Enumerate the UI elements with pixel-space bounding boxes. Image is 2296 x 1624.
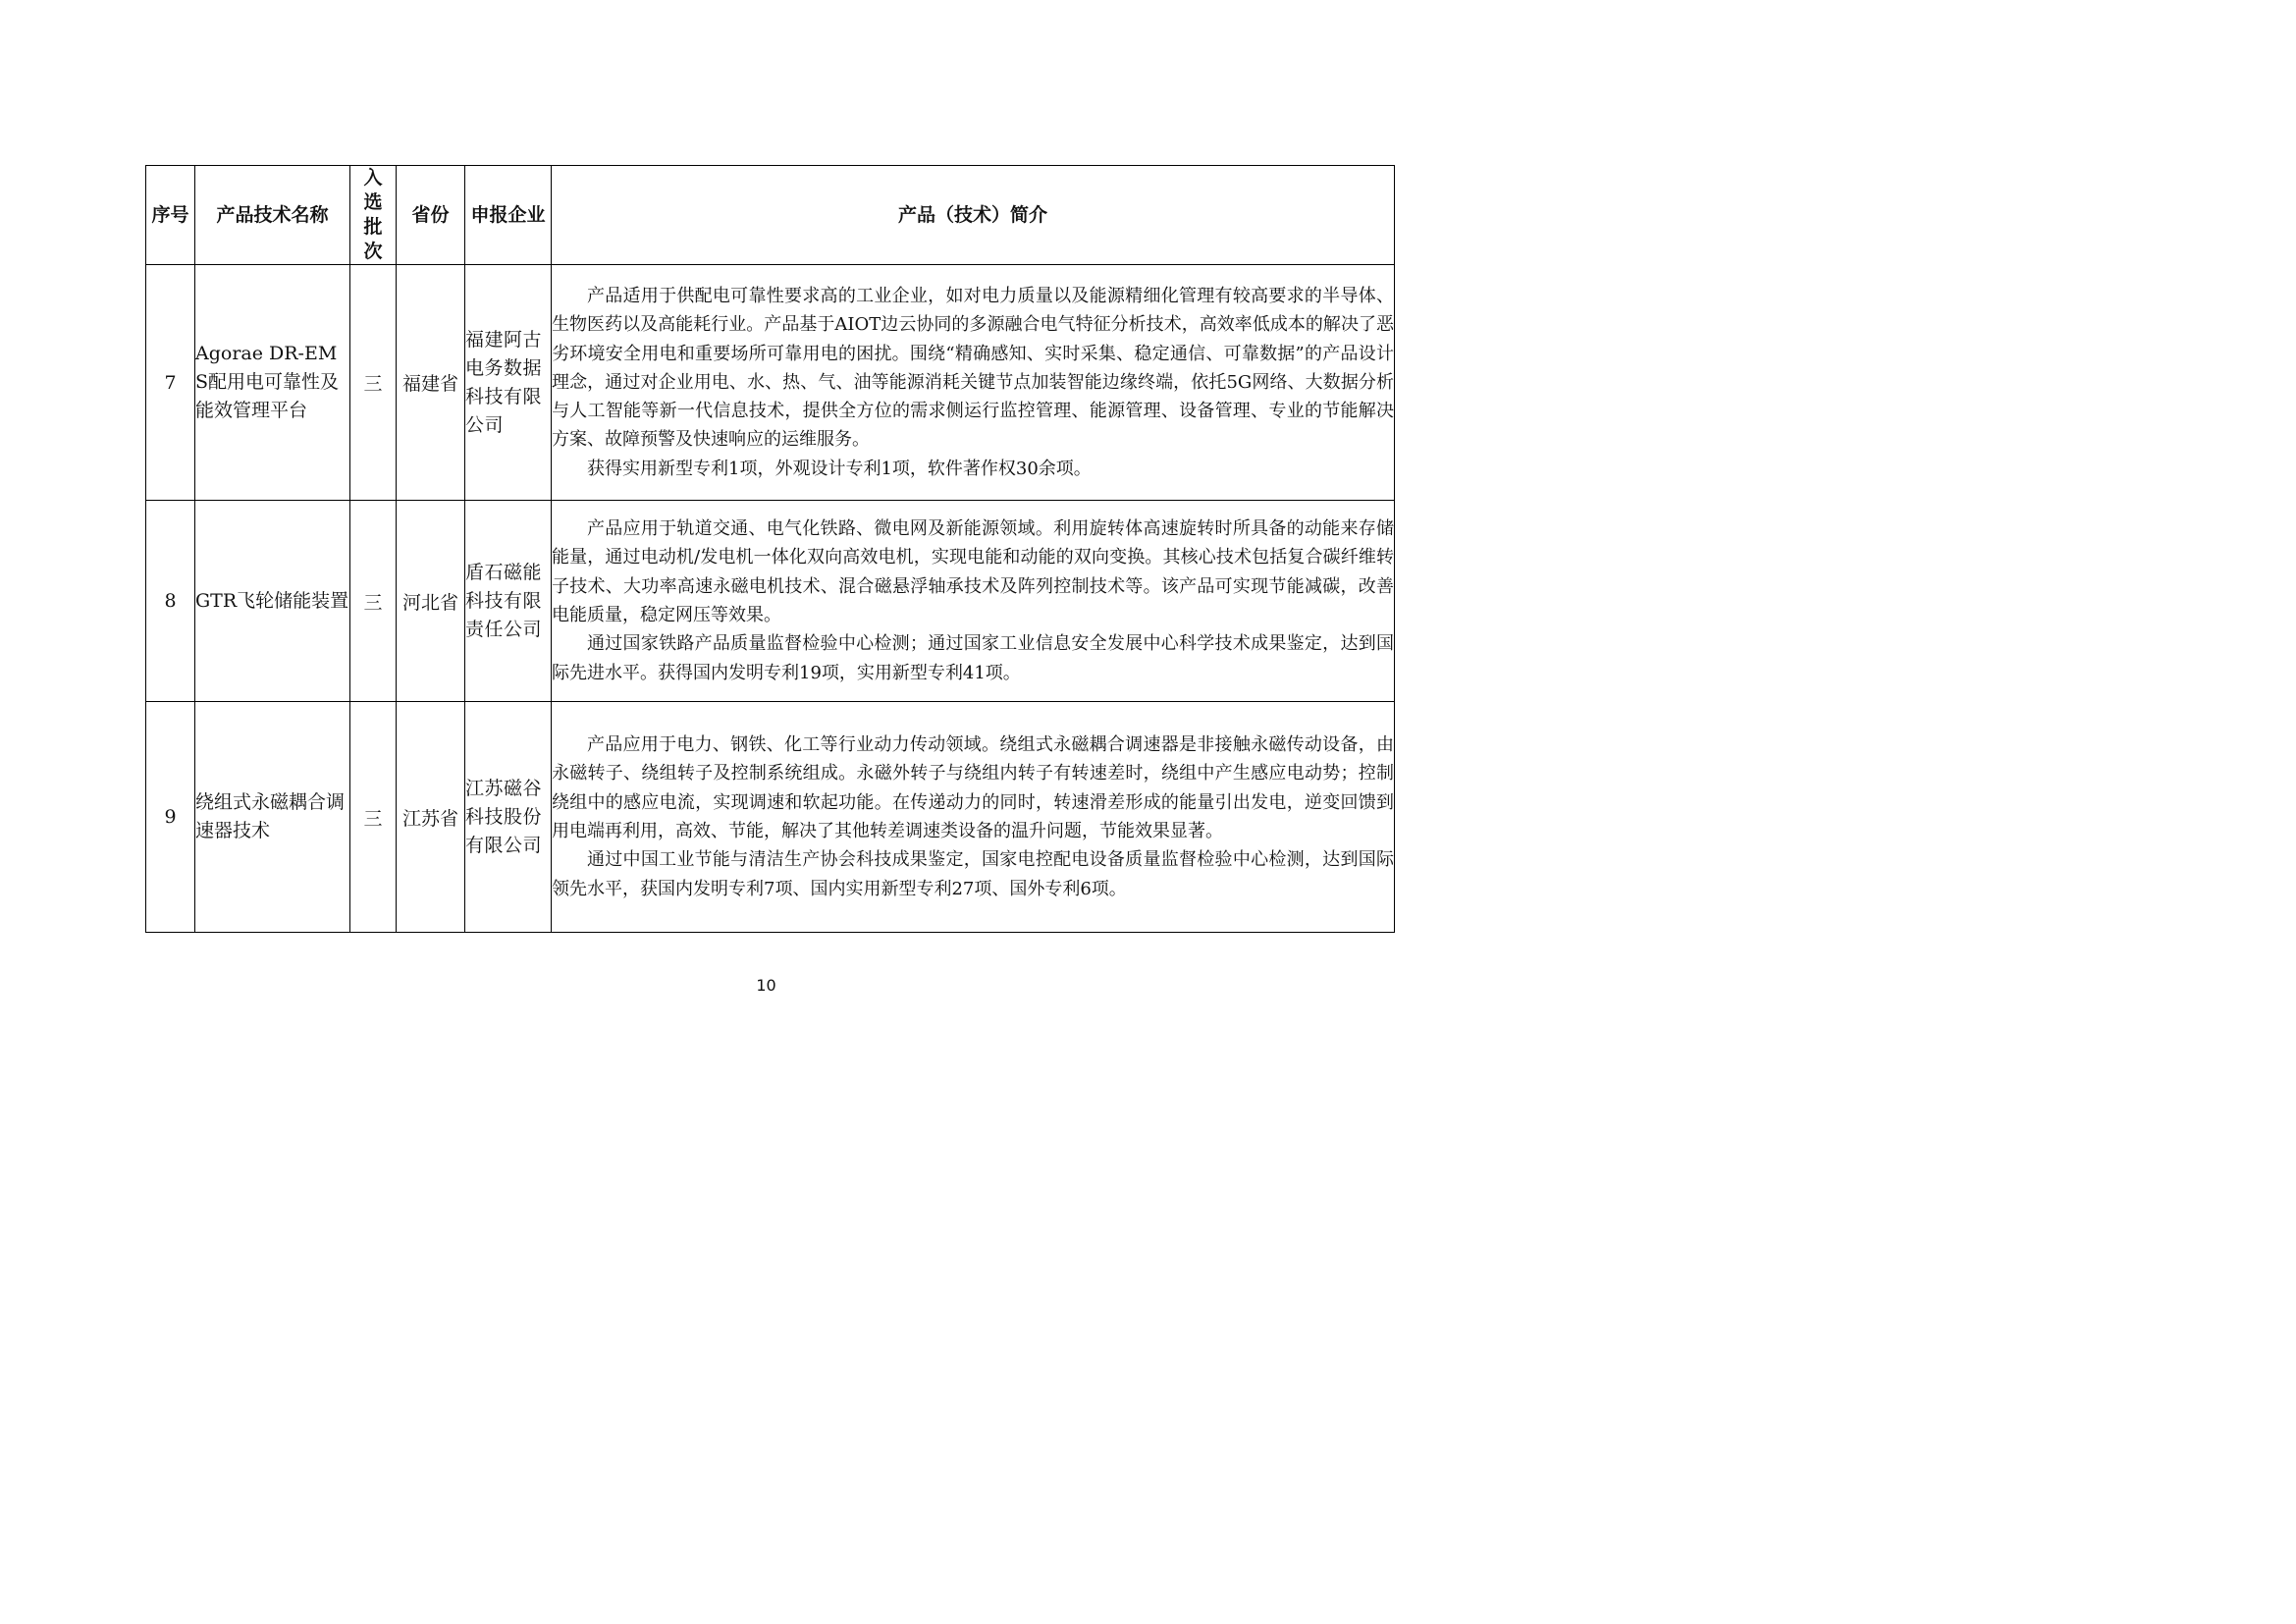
header-company: 申报企业	[465, 166, 552, 265]
header-num: 序号	[146, 166, 195, 265]
header-batch	[350, 166, 397, 265]
row-num: 7	[146, 265, 195, 501]
table-row	[146, 265, 1395, 501]
description-paragraph: 通过中国工业节能与清洁生产协会科技成果鉴定，国家电控配电设备质量监督检验中心检测，达到国际领先水平，获国内发明专利7项、国内实用新型专利27项、国外专利6项。	[552, 849, 1394, 899]
description-paragraph: 产品应用于电力、钢铁、化工等行业动力传动领域。绕组式永磁耦合调速器是非接触永磁传动设备，由永磁转子、绕组转子及控制系统组成。永磁外转子与绕组内转子有转速差时，绕组中产生感应电动势；控制绕组中的感应电流，实现调速和软起功能。在传递动力的同时，转速滑差形成的能量引出发电，逆变回馈到用电端再利用，高效、节能，解决了其他转差调速类设备的温升问题，节能效果显著。	[552, 734, 1394, 841]
row-province: 福建省	[397, 265, 465, 501]
description-paragraph: 通过国家铁路产品质量监督检验中心检测；通过国家工业信息安全发展中心科学技术成果鉴定，达到国际先进水平。获得国内发明专利19项，实用新型专利41项。	[552, 633, 1394, 683]
description-paragraph: 产品适用于供配电可靠性要求高的工业企业，如对电力质量以及能源精细化管理有较高要求的半导体、生物医药以及高能耗行业。产品基于AIOT边云协同的多源融合电气特征分析技术，高效率低成本的解决了恶劣环境安全用电和重要场所可靠用电的困扰。围绕“精确感知、实时采集、稳定通信、可靠数据”的产品设计理念，通过对企业用电、水、热、气、油等能源消耗关键节点加装智能边缘终端，依托5G网络、大数据分析与人工智能等新一代信息技术，提供全方位的需求侧运行监控管理、能源管理、设备管理、专业的节能解决方案、故障预警及快速响应的运维服务。	[552, 285, 1394, 451]
table-row	[146, 501, 1395, 702]
row-company: 盾石磁能科技有限责任公司	[465, 501, 552, 702]
row-num: 9	[146, 702, 195, 933]
row-product-name: GTR飞轮储能装置	[195, 501, 350, 702]
row-province: 河北省	[397, 501, 465, 702]
table-header-row	[146, 166, 1395, 265]
description-paragraph: 产品应用于轨道交通、电气化铁路、微电网及新能源领域。利用旋转体高速旋转时所具备的动能来存储能量，通过电动机/发电机一体化双向高效电机，实现电能和动能的双向变换。其核心技术包括复合碳纤维转子技术、大功率高速永磁电机技术、混合磁悬浮轴承技术及阵列控制技术等。该产品可实现节能减碳，改善电能质量，稳定网压等效果。	[552, 518, 1394, 625]
row-province: 江苏省	[397, 702, 465, 933]
row-company: 江苏磁谷科技股份有限公司	[465, 702, 552, 933]
row-num: 8	[146, 501, 195, 702]
table-row	[146, 702, 1395, 933]
row-description	[552, 265, 1395, 501]
description-paragraph: 获得实用新型专利1项，外观设计专利1项，软件著作权30余项。	[587, 458, 1092, 479]
product-table	[145, 165, 1395, 933]
row-company: 福建阿古电务数据科技有限公司	[465, 265, 552, 501]
row-batch: 三	[350, 501, 397, 702]
row-product-name: 绕组式永磁耦合调速器技术	[195, 702, 350, 933]
row-product-name: Agorae DR-EMS配用电可靠性及能效管理平台	[195, 265, 350, 501]
header-desc: 产品（技术）简介	[552, 166, 1395, 265]
header-batch-label: 入选批次	[363, 167, 383, 262]
header-province: 省份	[397, 166, 465, 265]
row-description	[552, 702, 1395, 933]
row-batch: 三	[350, 265, 397, 501]
row-description	[552, 501, 1395, 702]
header-name: 产品技术名称	[195, 166, 350, 265]
row-batch: 三	[350, 702, 397, 933]
page-number: 10	[756, 976, 776, 995]
